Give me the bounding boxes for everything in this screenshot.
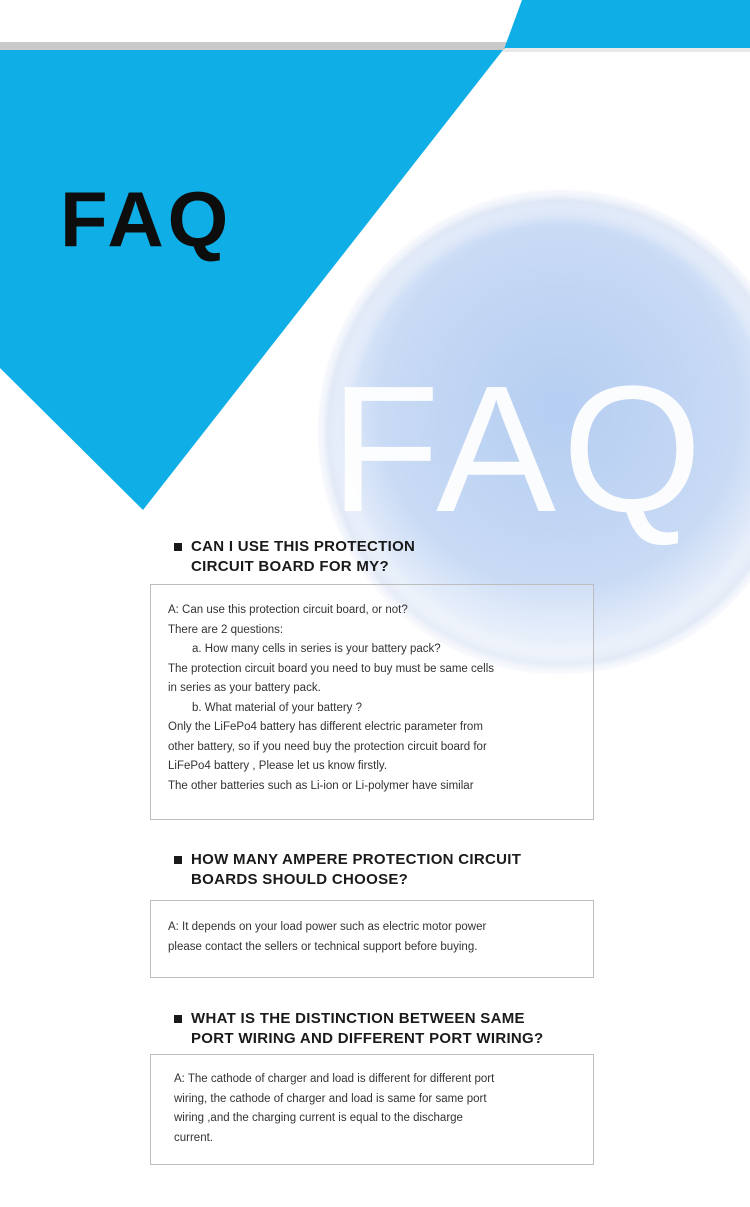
faq-question-3: [174, 1009, 604, 1049]
answer-line: A: Can use this protection circuit board, or not?: [168, 604, 408, 616]
square-bullet-icon: [174, 856, 182, 864]
question-line: WHAT IS THE DISTINCTION BETWEEN SAME: [191, 1010, 525, 1027]
answer-line: The other batteries such as Li-ion or Li-polymer have similar: [168, 779, 474, 792]
top-right-band: [504, 0, 750, 49]
answer-line: Only the LiFePo4 battery has different electric parameter from: [168, 721, 483, 733]
faq-question-2: [174, 850, 604, 890]
faq-watermark: FAQ: [330, 349, 709, 550]
answer-line: other battery, so if you need buy the protection circuit board for: [168, 740, 487, 753]
answer-line: A: It depends on your load power such as electric motor power: [168, 921, 487, 933]
answer-line: in series as your battery pack.: [168, 682, 321, 694]
answer-line: wiring, the cathode of charger and load is same for same port: [174, 1092, 487, 1105]
square-bullet-icon: [174, 543, 182, 551]
question-line: HOW MANY AMPERE PROTECTION CIRCUIT: [191, 851, 522, 868]
answer-line: b. What material of your battery ?: [192, 701, 363, 714]
question-line: PORT WIRING AND DIFFERENT PORT WIRING?: [191, 1030, 544, 1047]
faq-answer-3: [150, 1054, 594, 1165]
faq-question-1: [174, 537, 604, 577]
question-line: BOARDS SHOULD CHOOSE?: [191, 871, 409, 888]
answer-line: please contact the sellers or technical support before buying.: [168, 940, 478, 953]
question-line: CAN I USE THIS PROTECTION: [191, 538, 416, 555]
answer-line: a. How many cells in series is your battery pack?: [192, 643, 441, 655]
answer-line: LiFePo4 battery , Please let us know firstly.: [168, 760, 388, 772]
page-title: FAQ: [60, 175, 233, 263]
answer-line: The protection circuit board you need to buy must be same cells: [168, 662, 495, 675]
faq-answer-2: [150, 900, 594, 978]
faq-answer-1: [150, 584, 594, 820]
square-bullet-icon: [174, 1015, 182, 1023]
top-grey-stripe: [0, 42, 530, 50]
answer-line: A: The cathode of charger and load is different for different port: [174, 1073, 495, 1085]
answer-line: current.: [174, 1131, 213, 1144]
answer-line: wiring ,and the charging current is equal to the discharge: [174, 1112, 463, 1124]
question-line: CIRCUIT BOARD FOR MY?: [191, 558, 389, 575]
answer-line: There are 2 questions:: [168, 623, 284, 636]
